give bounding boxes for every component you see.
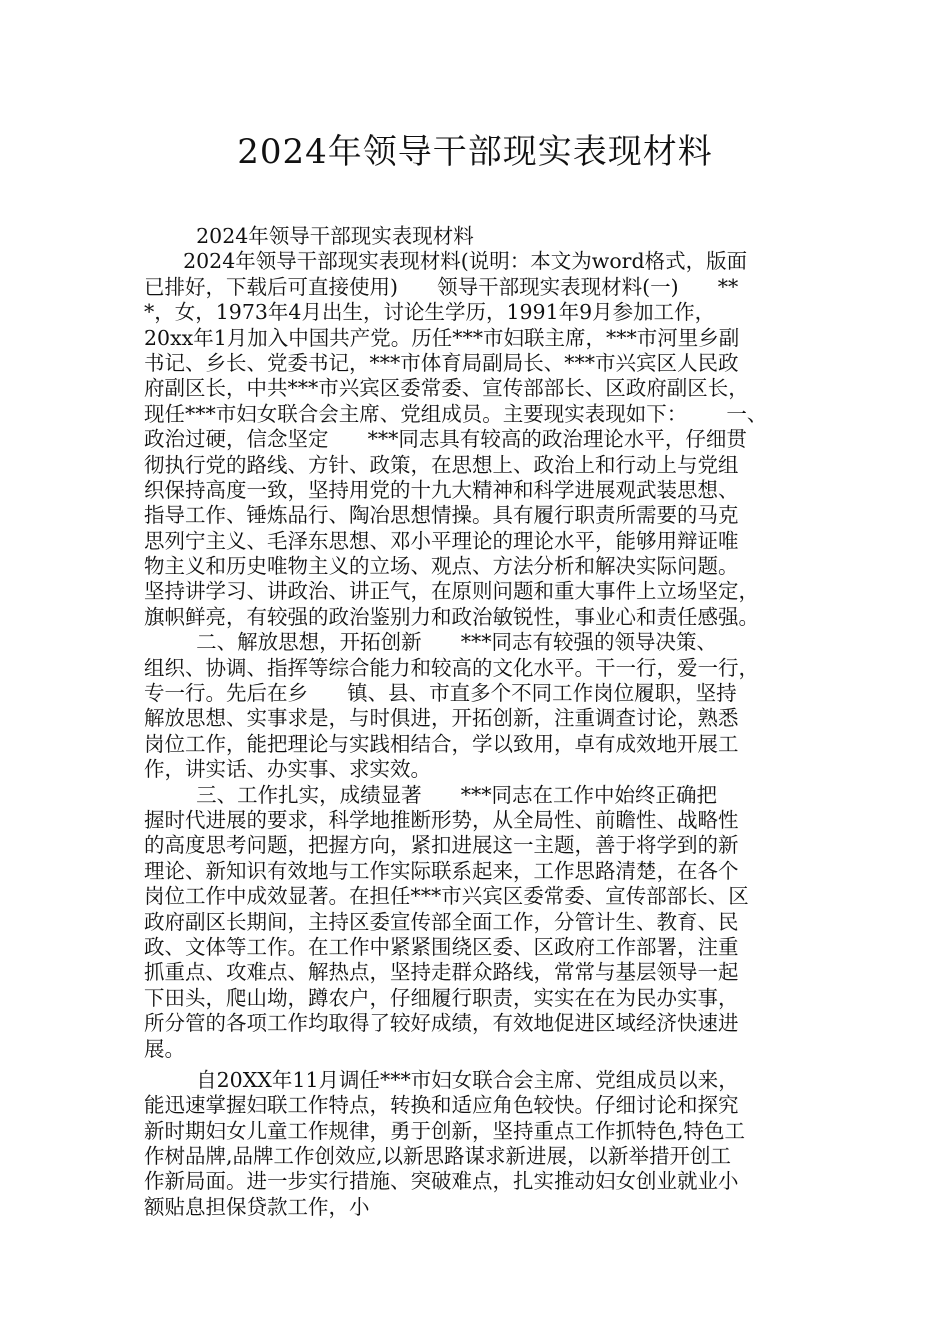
text-line: 二、解放思想，开拓创新 ***同志有较强的领导决策、 xyxy=(144,630,717,655)
text-line: 20xx年1月加入中国共产党。历任***市妇联主席，***市河里乡副 xyxy=(144,325,740,350)
document-body xyxy=(144,224,806,1220)
text-line: 2024年领导干部现实表现材料 xyxy=(144,224,474,248)
text-line: 政、文体等工作。在工作中紧紧围绕区委、区政府工作部署，注重 xyxy=(144,934,739,959)
text-line: 新时期妇女儿童工作规律，勇于创新，坚持重点工作抓特色,特色工 xyxy=(144,1118,746,1143)
text-line: 能迅速掌握妇联工作特点，转换和适应角色较快。仔细讨论和探究 xyxy=(144,1093,739,1118)
text-line: 2024年领导干部现实表现材料(说明：本文为word格式，版面 xyxy=(144,249,748,274)
text-line: 岗位工作，能把理论与实践相结合，学以致用，卓有成效地开展工 xyxy=(144,731,739,756)
text-line: 额贴息担保贷款工作，小 xyxy=(144,1194,370,1219)
text-line: 作树品牌,品牌工作创效应,以新思路谋求新进展，以新举措开创工 xyxy=(144,1144,732,1169)
text-line: 的高度思考问题，把握方向，紧扣进展这一主题，善于将学到的新 xyxy=(144,833,739,858)
text-line: 政治过硬，信念坚定 ***同志具有较高的政治理论水平，仔细贯 xyxy=(144,427,747,452)
text-line: 旗帜鲜亮，有较强的政治鉴别力和政治敏锐性，事业心和责任感强。 xyxy=(144,604,759,629)
text-line: 组织、协调、指挥等综合能力和较高的文化水平。干一行，爱一行， xyxy=(144,655,759,680)
text-line: 解放思想、实事求是，与时俱进，开拓创新，注重调查讨论，熟悉 xyxy=(144,706,739,731)
text-line: 岗位工作中成效显著。在担任***市兴宾区委常委、宣传部部长、区 xyxy=(144,884,749,909)
text-line: 织保持高度一致，坚持用党的十九大精神和科学进展观武装思想、 xyxy=(144,477,739,502)
document-title: 2024年领导干部现实表现材料 xyxy=(237,132,713,172)
text-line: 府副区长，中共***市兴宾区委常委、宣传部部长、区政府副区长， xyxy=(144,376,749,401)
text-line: 政府副区长期间，主持区委宣传部全面工作，分管计生、教育、民 xyxy=(144,909,739,934)
text-line: 所分管的各项工作均取得了较好成绩，有效地促进区域经济快速进 xyxy=(144,1011,739,1036)
text-line: 思列宁主义、毛泽东思想、邓小平理论的理论水平，能够用辩证唯 xyxy=(144,528,739,553)
text-line: *，女，1973年4月出生，讨论生学历，1991年9月参加工作， xyxy=(144,300,716,325)
text-line: 彻执行党的路线、方针、政策，在思想上、政治上和行动上与党组 xyxy=(144,452,739,477)
text-line: 指导工作、锤炼品行、陶冶思想情操。具有履行职责所需要的马克 xyxy=(144,503,739,528)
text-line: 抓重点、攻难点、解热点，坚持走群众路线，常常与基层领导一起 xyxy=(144,960,739,985)
text-line: 下田头，爬山坳，蹲农户，仔细履行职责，实实在在为民办实事， xyxy=(144,985,739,1010)
text-line: 作新局面。进一步实行措施、突破难点，扎实推动妇女创业就业小 xyxy=(144,1169,739,1194)
text-line: 坚持讲学习、讲政治、讲正气，在原则问题和重大事件上立场坚定， xyxy=(144,579,759,604)
text-line: 作，讲实话、办实事、求实效。 xyxy=(144,757,431,782)
text-line: 物主义和历史唯物主义的立场、观点、方法分析和解决实际问题。 xyxy=(144,554,739,579)
text-line: 已排好，下载后可直接使用) 领导干部现实表现材料(一) ** xyxy=(144,274,739,299)
text-line: 现任***市妇女联合会主席、党组成员。主要现实表现如下： 一、 xyxy=(144,401,768,426)
text-line: 三、工作扎实，成绩显著 ***同志在工作中始终正确把 xyxy=(144,782,717,807)
text-line: 专一行。先后在乡 镇、县、市直多个不同工作岗位履职，坚持 xyxy=(144,681,737,706)
text-line: 展。 xyxy=(144,1036,185,1061)
text-line: 书记、乡长、党委书记，***市体育局副局长、***市兴宾区人民政 xyxy=(144,350,739,375)
text-line: 自20XX年11月调任***市妇女联合会主席、党组成员以来， xyxy=(144,1067,739,1092)
text-line: 理论、新知识有效地与工作实际联系起来，工作思路清楚，在各个 xyxy=(144,858,739,883)
text-line: 握时代进展的要求，科学地推断形势，从全局性、前瞻性、战略性 xyxy=(144,807,739,832)
